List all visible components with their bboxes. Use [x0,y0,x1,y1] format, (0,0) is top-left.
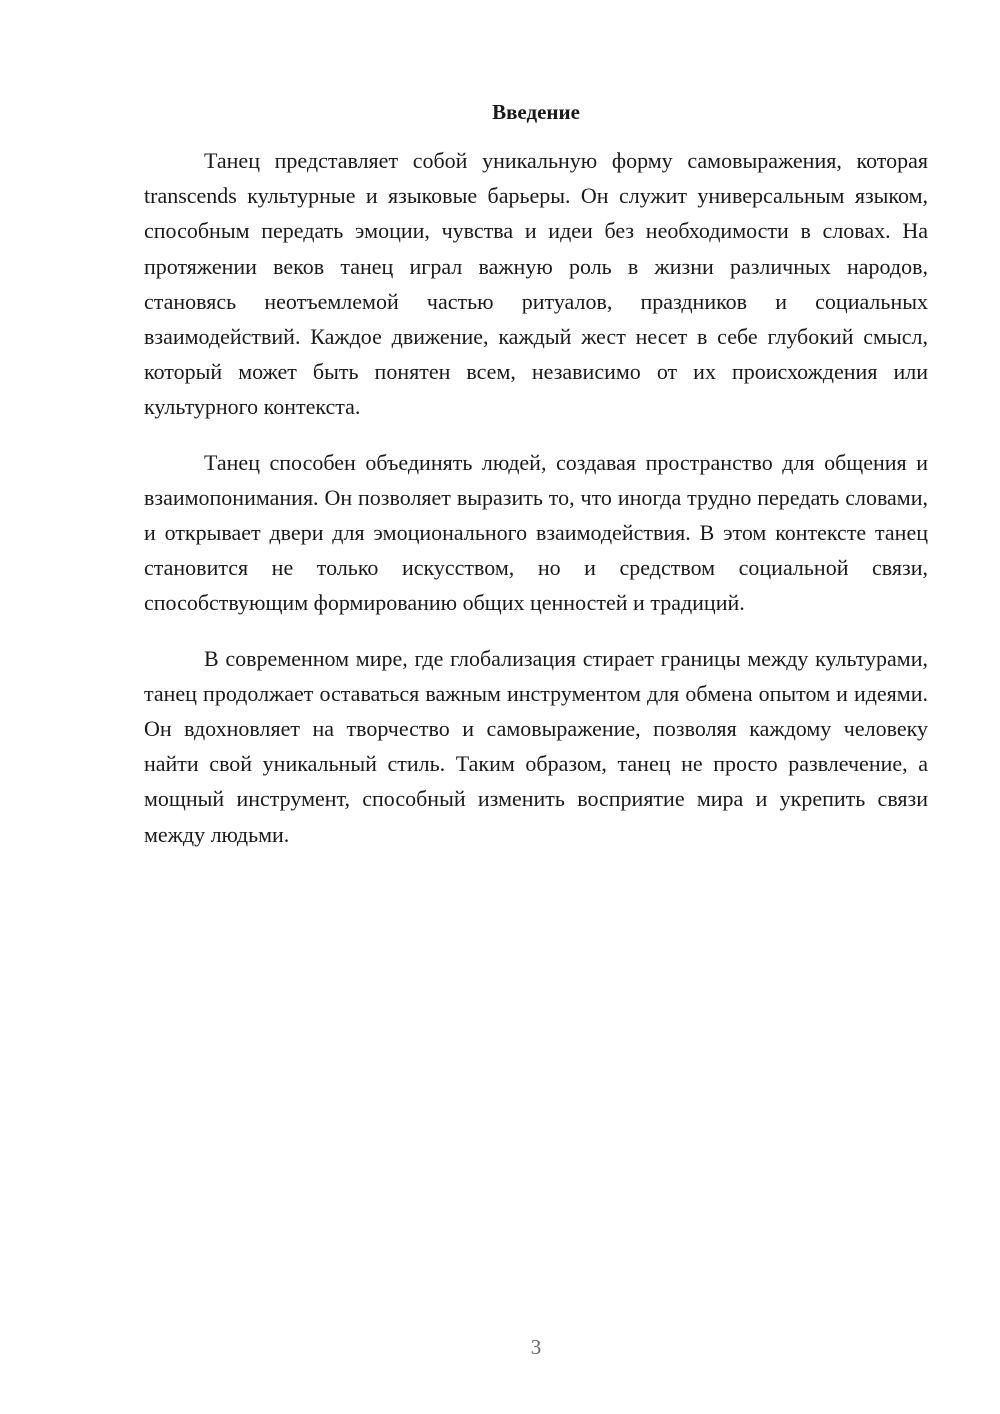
page-number: 3 [530,1335,542,1359]
section-heading: Введение [492,100,580,124]
body-text [144,143,928,872]
paragraph-3: В современном мире, где глобализация стирает границы между культурами, танец продолжает оставаться важным инструментом для обмена опытом и идеями. Он вдохновляет на творчество и самовыражение, позволяя каждому человеку найти свой уникальный стиль. Таким образом, танец не просто развлечение, а мощный инструмент, способный изменить восприятие мира и укрепить связи между людьми. [144,645,928,847]
paragraph-2: Танец способен объединять людей, создавая пространство для общения и взаимопонимания. Он позволяет выразить то, что иногда трудно передать словами, и открывает двери для эмоционального взаимодействия. В этом контексте танец становится не только искусством, но и средством социальной связи, способствующим формированию общих ценностей и традиций. [144,449,928,616]
paragraph-1: Танец представляет собой уникальную форму самовыражения, которая transcends культурные и языковые барьеры. Он служит универсальным языком, способным передать эмоции, чувства и идеи без необходимости в словах. На протяжении веков танец играл важную роль в жизни различных народов, становясь неотъемлемой частью ритуалов, праздников и социальных взаимодействий. Каждое движение, каждый жест несет в себе глубокий смысл, который может быть понятен всем, независимо от их происхождения или культурного контекста. [144,148,928,420]
